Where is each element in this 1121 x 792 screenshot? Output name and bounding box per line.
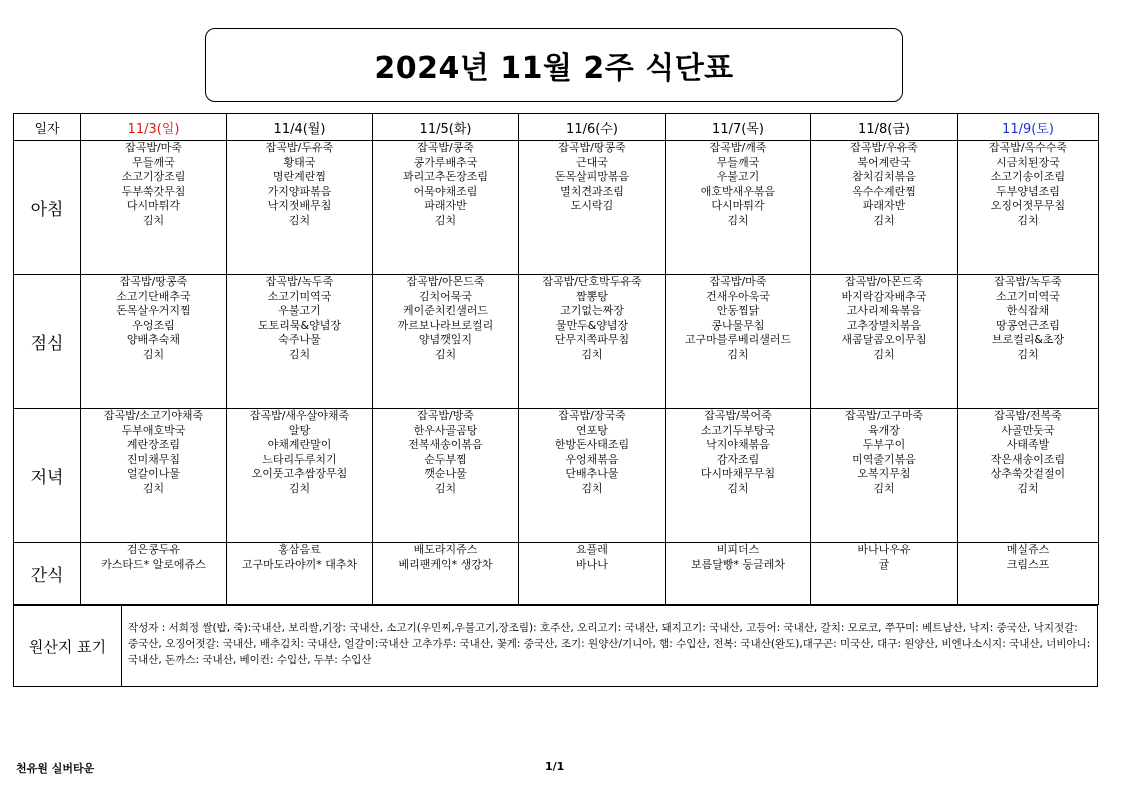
menu-item: 잡곡밥/두유죽	[265, 141, 334, 154]
menu-item: 케이준치킨샐러드	[402, 304, 488, 318]
day-header-thu: 11/7(목)	[666, 114, 811, 141]
menu-item: 상추쑥갓겉절이	[990, 467, 1066, 481]
footer-organization: 천유원 실버타운	[16, 762, 95, 775]
origin-text: 작성자 : 서희정 쌀(밥, 죽):국내산, 보리쌀,기장: 국내산, 소고기(우민찌,우불고기,장조림): 호주산, 오리고기: 국내산, 돼지고기: 국내산, 고등어: 국내산, 갈치: 모로코, 쭈꾸미: 베트남산, 낙지: 중국산, 낙지젓갈: 중국산, 오징어젓갈: 국내산, 배추김치: 국내산, 얼갈이:국내산 고추가루: 국내산, 꽃게: 중국산, 조기: 원양산/기니아, 햄: 수입산, 전복: 국내산(완도),대구곤: 미국산, 대구: 원양산, 비엔나소시지: 국내산, 너비아니: 국내산, 돈까스: 국내산, 베이컨: 수입산, 두부: 수입산	[128, 622, 1091, 666]
snack-item: 고구마도라야끼* 대추차	[241, 557, 358, 571]
day-header-mon: 11/4(월)	[227, 114, 373, 141]
day-header-wed: 11/6(수)	[519, 114, 666, 141]
menu-item: 오이풋고추쌈장무침	[251, 467, 348, 481]
menu-item: 잡곡밥/고구마죽	[844, 409, 924, 422]
menu-item: 잡곡밥/우유죽	[850, 141, 918, 154]
snack-cell-sat	[958, 543, 1099, 605]
snack-item: 카스타드* 알로에쥬스	[101, 557, 206, 571]
menu-item: 북어계란국	[857, 155, 911, 169]
menu-cell-fri	[811, 409, 958, 543]
menu-item: 잡곡밥/단호박두유죽	[542, 275, 642, 288]
lunch-label: 점심	[14, 275, 81, 409]
menu-cell-mon	[227, 275, 373, 409]
menu-item: 잡곡밥/깨죽	[709, 141, 767, 154]
day-header-sun: 11/3(일)	[81, 114, 227, 141]
page-title: 2024년 11월 2주 식단표	[374, 51, 734, 86]
snack-item: 귤	[878, 557, 890, 571]
menu-item: 옥수수계란찜	[852, 184, 916, 198]
snack-cell-tue	[373, 543, 519, 605]
menu-item: 김치	[873, 347, 895, 361]
menu-item: 까르보나라브로컬리	[397, 318, 494, 332]
menu-table	[13, 113, 1099, 605]
menu-item: 한식잡채	[1006, 304, 1050, 318]
origin-label: 원산지 표기	[14, 606, 122, 686]
menu-item: 명란계란찜	[272, 170, 327, 184]
menu-item: 김치	[288, 481, 311, 495]
menu-item: 근대국	[576, 155, 608, 169]
menu-item: 소고기미역국	[267, 289, 332, 303]
menu-item: 두부구이	[862, 438, 906, 452]
menu-item: 깻순나물	[424, 467, 467, 481]
menu-item: 김치	[288, 347, 311, 361]
header-row	[14, 114, 1099, 141]
menu-item: 가지양파볶음	[267, 184, 332, 198]
snack-cell-wed	[519, 543, 666, 605]
menu-item: 낙지젓배무침	[267, 199, 332, 213]
menu-item: 소고기미역국	[996, 289, 1060, 303]
menu-item: 어묵야채조림	[413, 184, 478, 198]
menu-item: 잡곡밥/장국죽	[558, 409, 626, 422]
menu-item: 고사리제육볶음	[846, 304, 922, 318]
snack-item: 베리팬케익* 생강차	[398, 557, 493, 571]
menu-item: 잡곡밥/땅콩죽	[119, 275, 188, 288]
date-header-label: 일자	[14, 114, 81, 141]
menu-item: 다시마튀각	[711, 199, 765, 213]
menu-item: 무들깨국	[132, 155, 175, 169]
menu-item: 돈목살피망볶음	[554, 170, 630, 184]
menu-item: 브로컬리&초장	[991, 333, 1065, 347]
menu-item: 땅콩연근조림	[996, 318, 1060, 332]
menu-item: 김치	[727, 347, 749, 361]
breakfast-label: 아침	[14, 141, 81, 275]
menu-item: 고구마블루베리샐러드	[684, 333, 792, 347]
menu-cell-mon	[227, 409, 373, 543]
menu-item: 고추장멸치볶음	[846, 318, 922, 332]
menu-item: 한우사골곰탕	[413, 423, 478, 437]
menu-item: 잡곡밥/아몬드죽	[406, 275, 485, 288]
dinner-row	[14, 409, 1099, 543]
menu-cell-sat	[958, 275, 1099, 409]
snack-item: 메실쥬스	[1006, 543, 1050, 556]
menu-item: 다시마튀각	[126, 199, 181, 213]
menu-item: 두부양념조림	[996, 184, 1060, 198]
snack-item: 검은콩두유	[126, 543, 181, 556]
snack-item: 바나나	[576, 557, 608, 571]
menu-item: 김치	[434, 347, 457, 361]
menu-item: 숙주나물	[278, 333, 321, 347]
menu-item: 김치	[873, 213, 895, 227]
menu-item: 한방돈사태조림	[554, 438, 630, 452]
menu-item: 잡곡밥/전복죽	[994, 409, 1062, 422]
menu-item: 계란장조림	[126, 438, 181, 452]
footer-page-number: 1/1	[545, 760, 565, 773]
snack-cell-sun	[81, 543, 227, 605]
menu-item: 미역줄기볶음	[852, 452, 916, 466]
menu-item: 양념깻잎지	[418, 333, 473, 347]
menu-item: 짬뽕탕	[576, 289, 608, 303]
menu-item: 김치	[1017, 481, 1039, 495]
menu-item: 순두부찜	[424, 452, 467, 466]
snack-item: 바나나우유	[857, 543, 911, 556]
menu-item: 잡곡밥/새우살야채죽	[249, 409, 350, 422]
menu-item: 돈목살우거지찜	[116, 304, 191, 318]
snack-cell-thu	[666, 543, 811, 605]
menu-item: 우엉조림	[132, 318, 175, 332]
menu-item: 잡곡밥/아몬드죽	[844, 275, 924, 288]
menu-item: 김치	[142, 481, 165, 495]
menu-item: 소고기단배추국	[116, 289, 191, 303]
menu-item: 황태국	[283, 155, 316, 169]
snack-item: 크림스프	[1006, 557, 1050, 571]
menu-item: 꽈리고추돈장조림	[402, 170, 488, 184]
dinner-label: 저녁	[14, 409, 81, 543]
menu-item: 김치	[727, 213, 749, 227]
origin-section	[13, 605, 1098, 687]
menu-item: 오징어젓무무침	[990, 199, 1066, 213]
menu-item: 잡곡밥/방죽	[417, 409, 474, 422]
menu-item: 잡곡밥/녹두죽	[265, 275, 334, 288]
menu-cell-tue	[373, 275, 519, 409]
menu-item: 김치	[288, 213, 311, 227]
menu-cell-thu	[666, 409, 811, 543]
menu-item: 육개장	[868, 423, 900, 437]
menu-item: 도토리묵&양념장	[258, 318, 341, 332]
day-header-fri: 11/8(금)	[811, 114, 958, 141]
menu-item: 김치	[581, 481, 603, 495]
menu-item: 김치	[142, 213, 165, 227]
menu-item: 감자조림	[716, 452, 760, 466]
menu-item: 얼갈이나물	[126, 467, 181, 481]
menu-item: 김치	[581, 347, 603, 361]
snack-item: 비피더스	[716, 543, 760, 556]
menu-item: 물만두&양념장	[555, 318, 629, 332]
snack-cell-mon	[227, 543, 373, 605]
menu-cell-fri	[811, 275, 958, 409]
menu-item: 김치	[1017, 213, 1039, 227]
menu-cell-sun	[81, 409, 227, 543]
menu-item: 새콤달콤오이무침	[841, 333, 927, 347]
menu-item: 소고기송이조림	[990, 170, 1066, 184]
menu-item: 콩나물무침	[711, 318, 765, 332]
menu-cell-wed	[519, 275, 666, 409]
menu-item: 다시마채무무침	[700, 467, 776, 481]
menu-cell-sun	[81, 141, 227, 275]
menu-item: 김치	[873, 481, 895, 495]
menu-item: 김치	[142, 347, 165, 361]
menu-cell-fri	[811, 141, 958, 275]
breakfast-row	[14, 141, 1099, 275]
day-header-sat: 11/9(토)	[958, 114, 1099, 141]
menu-item: 잡곡밥/땅콩죽	[558, 141, 626, 154]
menu-item: 잡곡밥/마죽	[709, 275, 767, 288]
menu-item: 사태족발	[1006, 438, 1050, 452]
snack-item: 요플레	[576, 543, 608, 556]
menu-item: 잡곡밥/녹두죽	[994, 275, 1062, 288]
menu-cell-thu	[666, 141, 811, 275]
menu-cell-tue	[373, 141, 519, 275]
menu-item: 진미채무침	[126, 452, 181, 466]
menu-item: 바지락감자배추국	[841, 289, 927, 303]
menu-item: 무들깨국	[716, 155, 760, 169]
menu-item: 잡곡밥/소고기야채죽	[103, 409, 204, 422]
menu-item: 김치어묵국	[418, 289, 473, 303]
menu-item: 도시락김	[570, 199, 614, 213]
menu-item: 잡곡밥/마죽	[125, 141, 182, 154]
menu-cell-sat	[958, 409, 1099, 543]
menu-item: 잡곡밥/북어죽	[704, 409, 772, 422]
menu-item: 시금치된장국	[996, 155, 1060, 169]
menu-item: 우엉채볶음	[565, 452, 619, 466]
menu-cell-wed	[519, 409, 666, 543]
menu-item: 소고기장조림	[121, 170, 186, 184]
menu-item: 콩가루배추국	[413, 155, 478, 169]
menu-item: 김치	[434, 481, 457, 495]
menu-item: 양배추숙채	[126, 333, 181, 347]
snack-label: 간식	[14, 543, 81, 605]
menu-item: 파래자반	[862, 199, 906, 213]
menu-item: 우불고기	[278, 304, 321, 318]
menu-item: 단무지쪽파무침	[554, 333, 630, 347]
menu-cell-wed	[519, 141, 666, 275]
menu-item: 참치김치볶음	[852, 170, 916, 184]
menu-item: 알탕	[288, 423, 311, 437]
menu-item: 두부애호박국	[121, 423, 186, 437]
menu-cell-sat	[958, 141, 1099, 275]
menu-item: 우불고기	[716, 170, 760, 184]
menu-item: 소고기두부탕국	[700, 423, 776, 437]
menu-item: 오복지무침	[857, 467, 911, 481]
menu-item: 느타리두루치기	[262, 452, 337, 466]
lunch-row	[14, 275, 1099, 409]
menu-item: 김치	[434, 213, 457, 227]
menu-item: 잡곡밥/옥수수죽	[988, 141, 1068, 154]
menu-item: 고기없는짜장	[560, 304, 624, 318]
menu-item: 연포탕	[576, 423, 608, 437]
menu-item: 낙지야채볶음	[706, 438, 770, 452]
menu-item: 사골만둣국	[1001, 423, 1055, 437]
menu-item: 작은새송이조림	[990, 452, 1066, 466]
menu-item: 잡곡밥/콩죽	[417, 141, 474, 154]
menu-item: 멸치견과조림	[560, 184, 624, 198]
menu-item: 두부쑥갓무침	[121, 184, 186, 198]
menu-cell-thu	[666, 275, 811, 409]
menu-cell-tue	[373, 409, 519, 543]
snack-row	[14, 543, 1099, 605]
snack-item: 보름달빵* 둥글레차	[690, 557, 785, 571]
snack-cell-fri	[811, 543, 958, 605]
snack-item: 배도라지쥬스	[413, 543, 478, 556]
title-box	[205, 28, 903, 102]
day-header-tue: 11/5(화)	[373, 114, 519, 141]
menu-cell-sun	[81, 275, 227, 409]
menu-item: 김치	[1017, 347, 1039, 361]
menu-item: 단배추나물	[565, 467, 619, 481]
menu-item: 안동찜닭	[716, 304, 760, 318]
menu-item: 파래자반	[424, 199, 467, 213]
menu-cell-mon	[227, 141, 373, 275]
menu-item: 야채계란말이	[267, 438, 332, 452]
menu-item: 김치	[727, 481, 749, 495]
menu-item: 애호박새우볶음	[700, 184, 776, 198]
menu-item: 전복새송이볶음	[408, 438, 483, 452]
snack-item: 홍삼음료	[278, 543, 321, 556]
menu-item: 건새우아욱국	[706, 289, 770, 303]
